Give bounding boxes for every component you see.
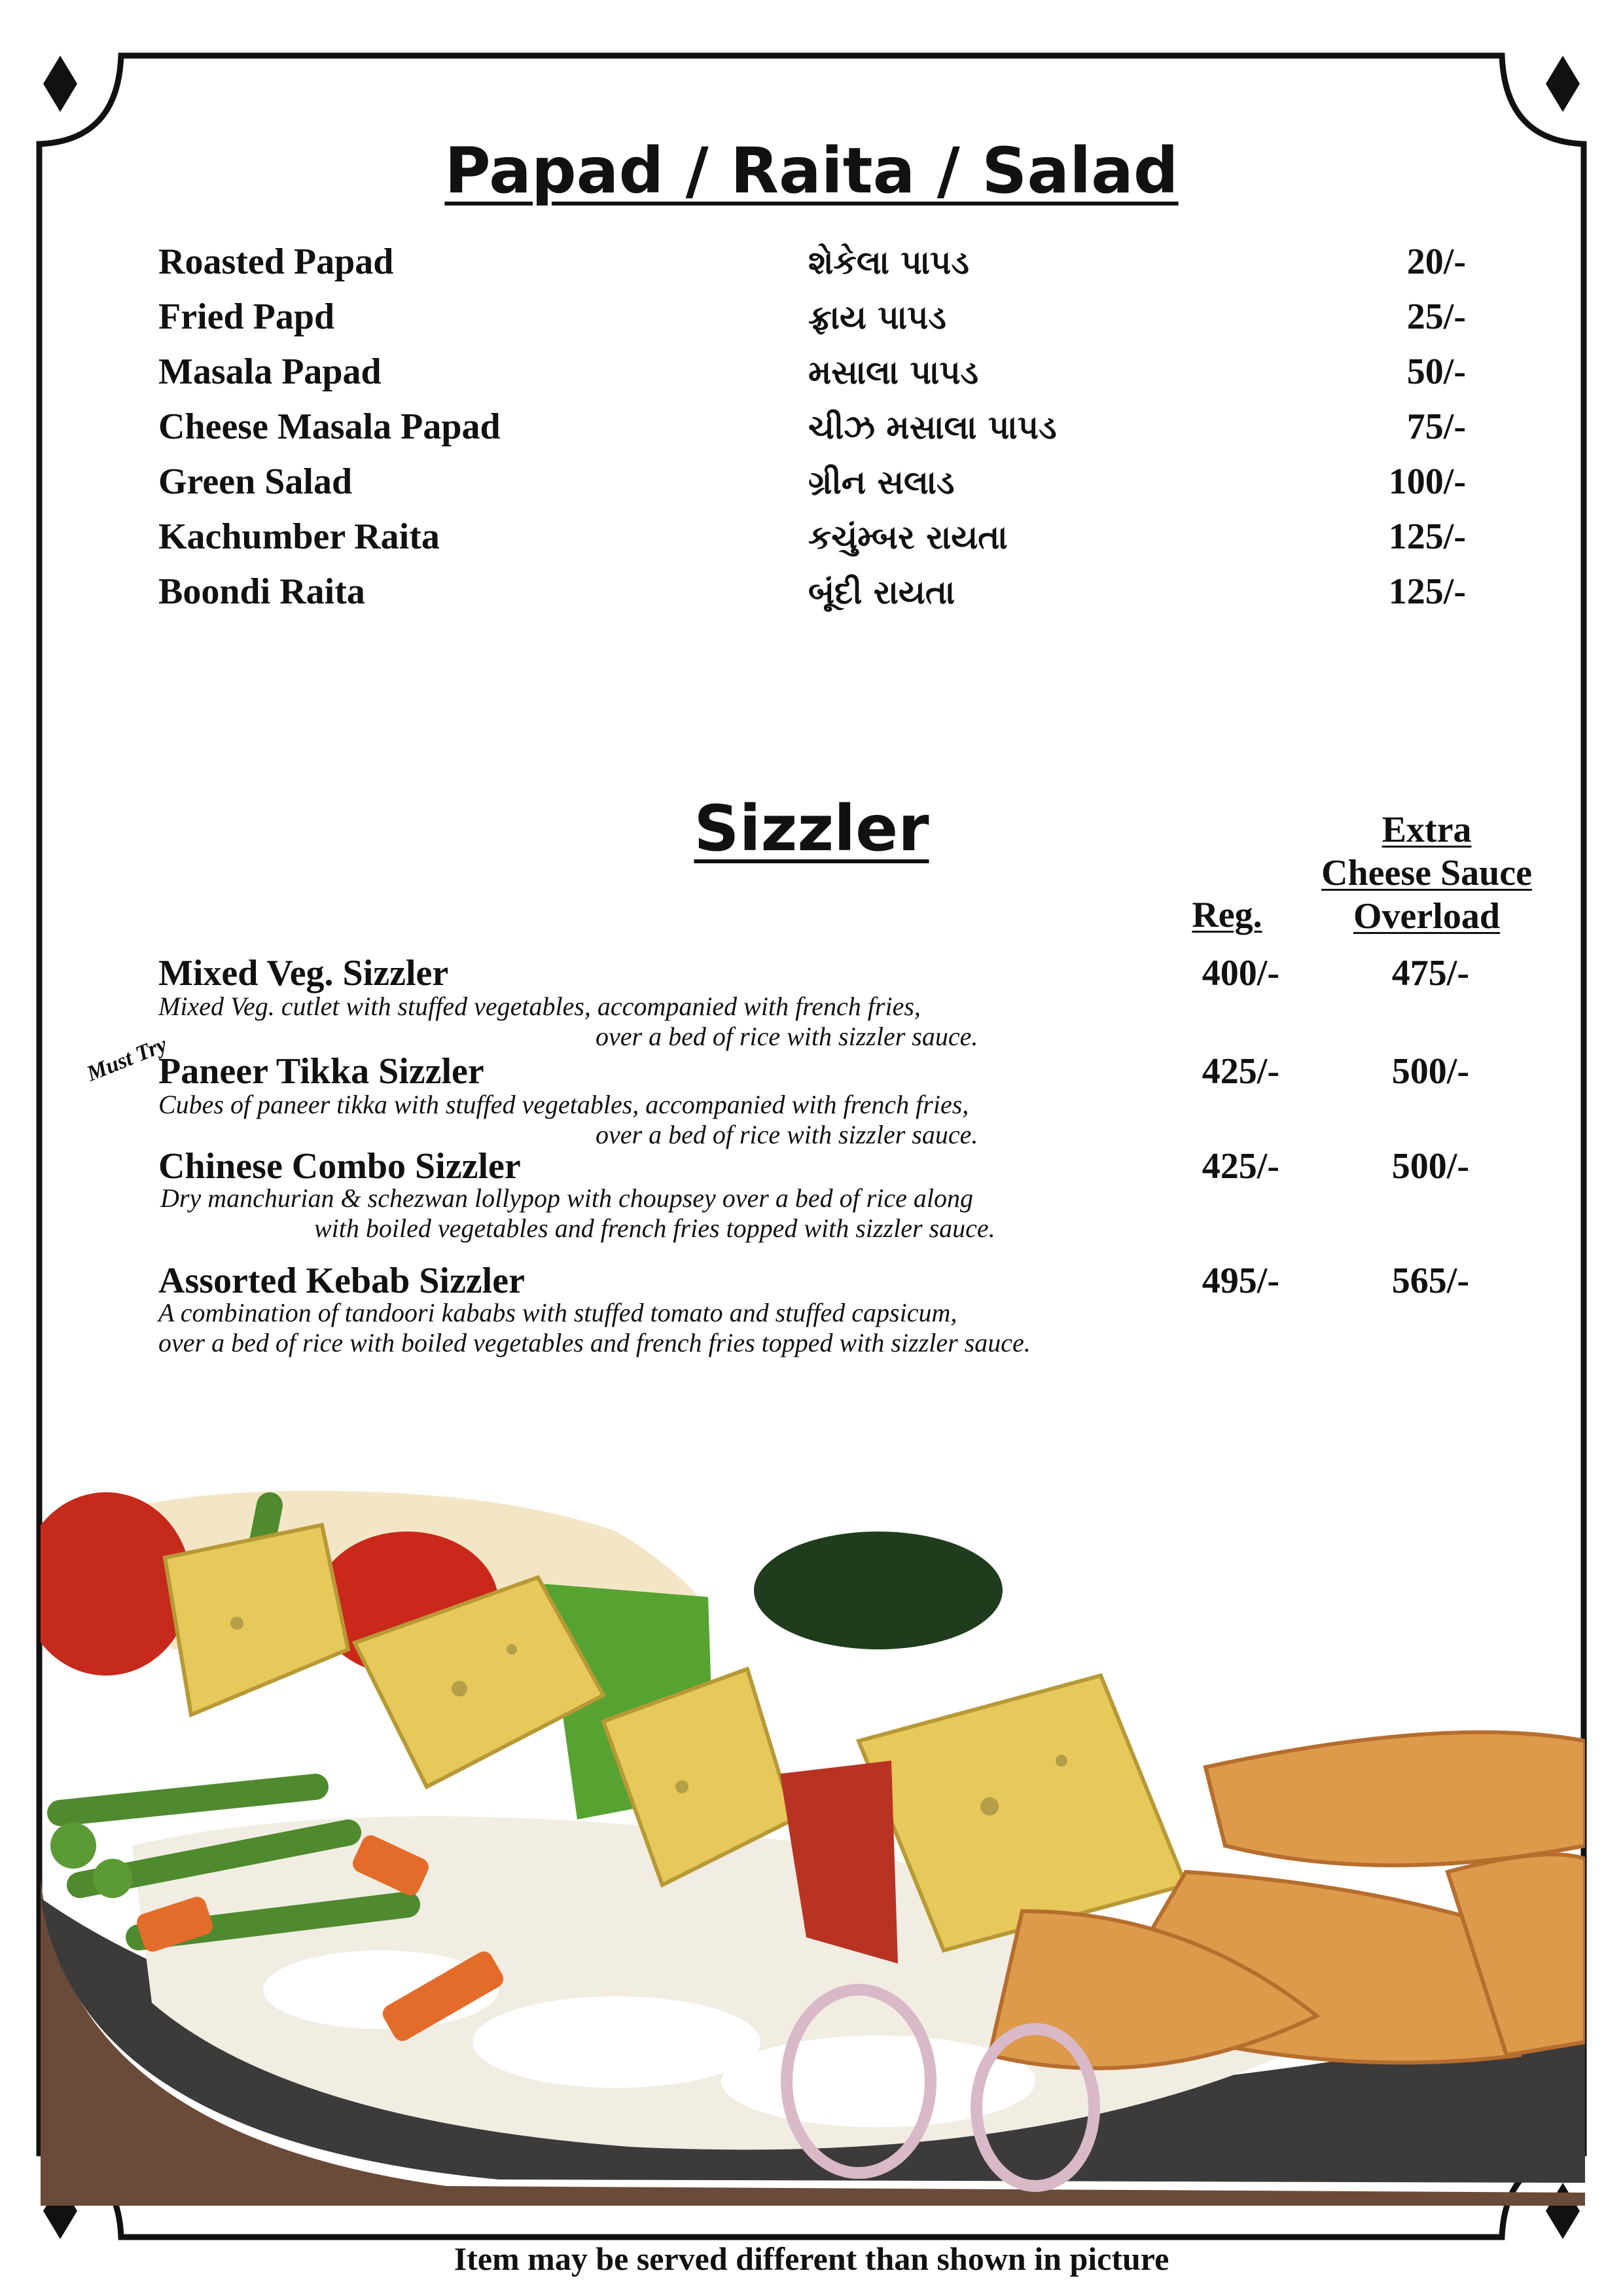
item-name-english: Kachumber Raita [158, 516, 440, 557]
papad-menu-item [0, 461, 1623, 516]
item-name-english: Cheese Masala Papad [158, 406, 501, 447]
extra-cheese-price: 475/- [1391, 953, 1469, 994]
regular-price: 425/- [1202, 1146, 1279, 1187]
sizzler-item-name: Paneer Tikka Sizzler [158, 1051, 484, 1092]
must-try-badge: Must Try [83, 1032, 171, 1086]
sizzler-item-name: Mixed Veg. Sizzler [158, 953, 449, 994]
papad-section-title: Papad / Raita / Salad [444, 134, 1179, 207]
corner-diamond-icon [1546, 56, 1580, 112]
sizzler-item-name: Assorted Kebab Sizzler [158, 1261, 525, 1301]
sizzler-item-name: Chinese Combo Sizzler [158, 1146, 521, 1187]
item-name-gujarati: મસાલા પાપડ [808, 353, 979, 391]
item-price: 125/- [1388, 571, 1466, 612]
sizzler-item-description: over a bed of rice with boiled vegetables and french fries topped with sizzler sauce. [158, 1328, 1031, 1357]
item-name-english: Roasted Papad [158, 242, 394, 282]
extra-cheese-header [1302, 808, 1551, 938]
sizzler-item-description: over a bed of rice with sizzler sauce. [596, 1120, 978, 1149]
item-name-gujarati: બૂંદી રાયતા [808, 573, 955, 611]
papad-menu-item [0, 351, 1623, 406]
papad-menu-item [0, 516, 1623, 571]
item-price: 125/- [1388, 516, 1466, 557]
papad-menu-item [0, 296, 1623, 351]
item-price: 20/- [1406, 242, 1466, 282]
regular-price: 495/- [1202, 1261, 1279, 1301]
sizzler-item-description: Cubes of paneer tikka with stuffed vegetables, accompanied with french fries, [158, 1090, 969, 1119]
item-name-english: Fried Papd [158, 296, 335, 337]
extra-cheese-header-line: Overload [1353, 896, 1500, 937]
item-price: 100/- [1388, 461, 1466, 502]
extra-cheese-price: 500/- [1391, 1146, 1469, 1187]
item-name-gujarati: શેકેલા પાપડ [808, 243, 969, 281]
papad-menu-item [0, 571, 1623, 626]
footer-disclaimer: Item may be served different than shown in picture [454, 2240, 1169, 2277]
item-name-gujarati: ચીઝ મસાલા પાપડ [808, 408, 1057, 446]
regular-price: 400/- [1202, 953, 1279, 994]
item-name-gujarati: ગ્રીન સલાડ [808, 463, 955, 501]
item-price: 50/- [1406, 351, 1466, 392]
sizzler-item-description: with boiled vegetables and french fries topped with sizzler sauce. [314, 1213, 995, 1243]
sizzler-item-description: over a bed of rice with sizzler sauce. [596, 1022, 978, 1051]
sizzler-item-description: A combination of tandoori kababs with stuffed tomato and stuffed capsicum, [158, 1298, 957, 1327]
extra-cheese-price: 500/- [1391, 1051, 1469, 1092]
item-name-gujarati: ફ્રાય પાપડ [808, 298, 946, 336]
item-price: 75/- [1406, 406, 1466, 447]
extra-cheese-header-line: Extra [1382, 810, 1472, 850]
papad-menu-item [0, 241, 1623, 296]
papad-menu-item [0, 406, 1623, 461]
regular-price: 425/- [1202, 1051, 1279, 1092]
sizzler-section-title: Sizzler [694, 792, 929, 865]
extra-cheese-header-line: Cheese Sauce [1321, 853, 1532, 893]
item-name-gujarati: કચુંમ્બર રાયતા [808, 518, 1008, 556]
corner-diamond-icon [43, 56, 77, 112]
item-name-english: Masala Papad [158, 351, 382, 392]
item-price: 25/- [1406, 296, 1466, 337]
item-name-english: Green Salad [158, 461, 353, 502]
sizzler-item-description: Dry manchurian & schezwan lollypop with choupsey over a bed of rice along [160, 1183, 974, 1213]
extra-cheese-price: 565/- [1391, 1261, 1469, 1301]
item-name-english: Boondi Raita [158, 571, 365, 612]
sizzler-item-description: Mixed Veg. cutlet with stuffed vegetables, accompanied with french fries, [158, 992, 921, 1021]
regular-price-header: Reg. [1192, 895, 1262, 935]
sizzler-food-image [41, 1479, 1585, 2206]
